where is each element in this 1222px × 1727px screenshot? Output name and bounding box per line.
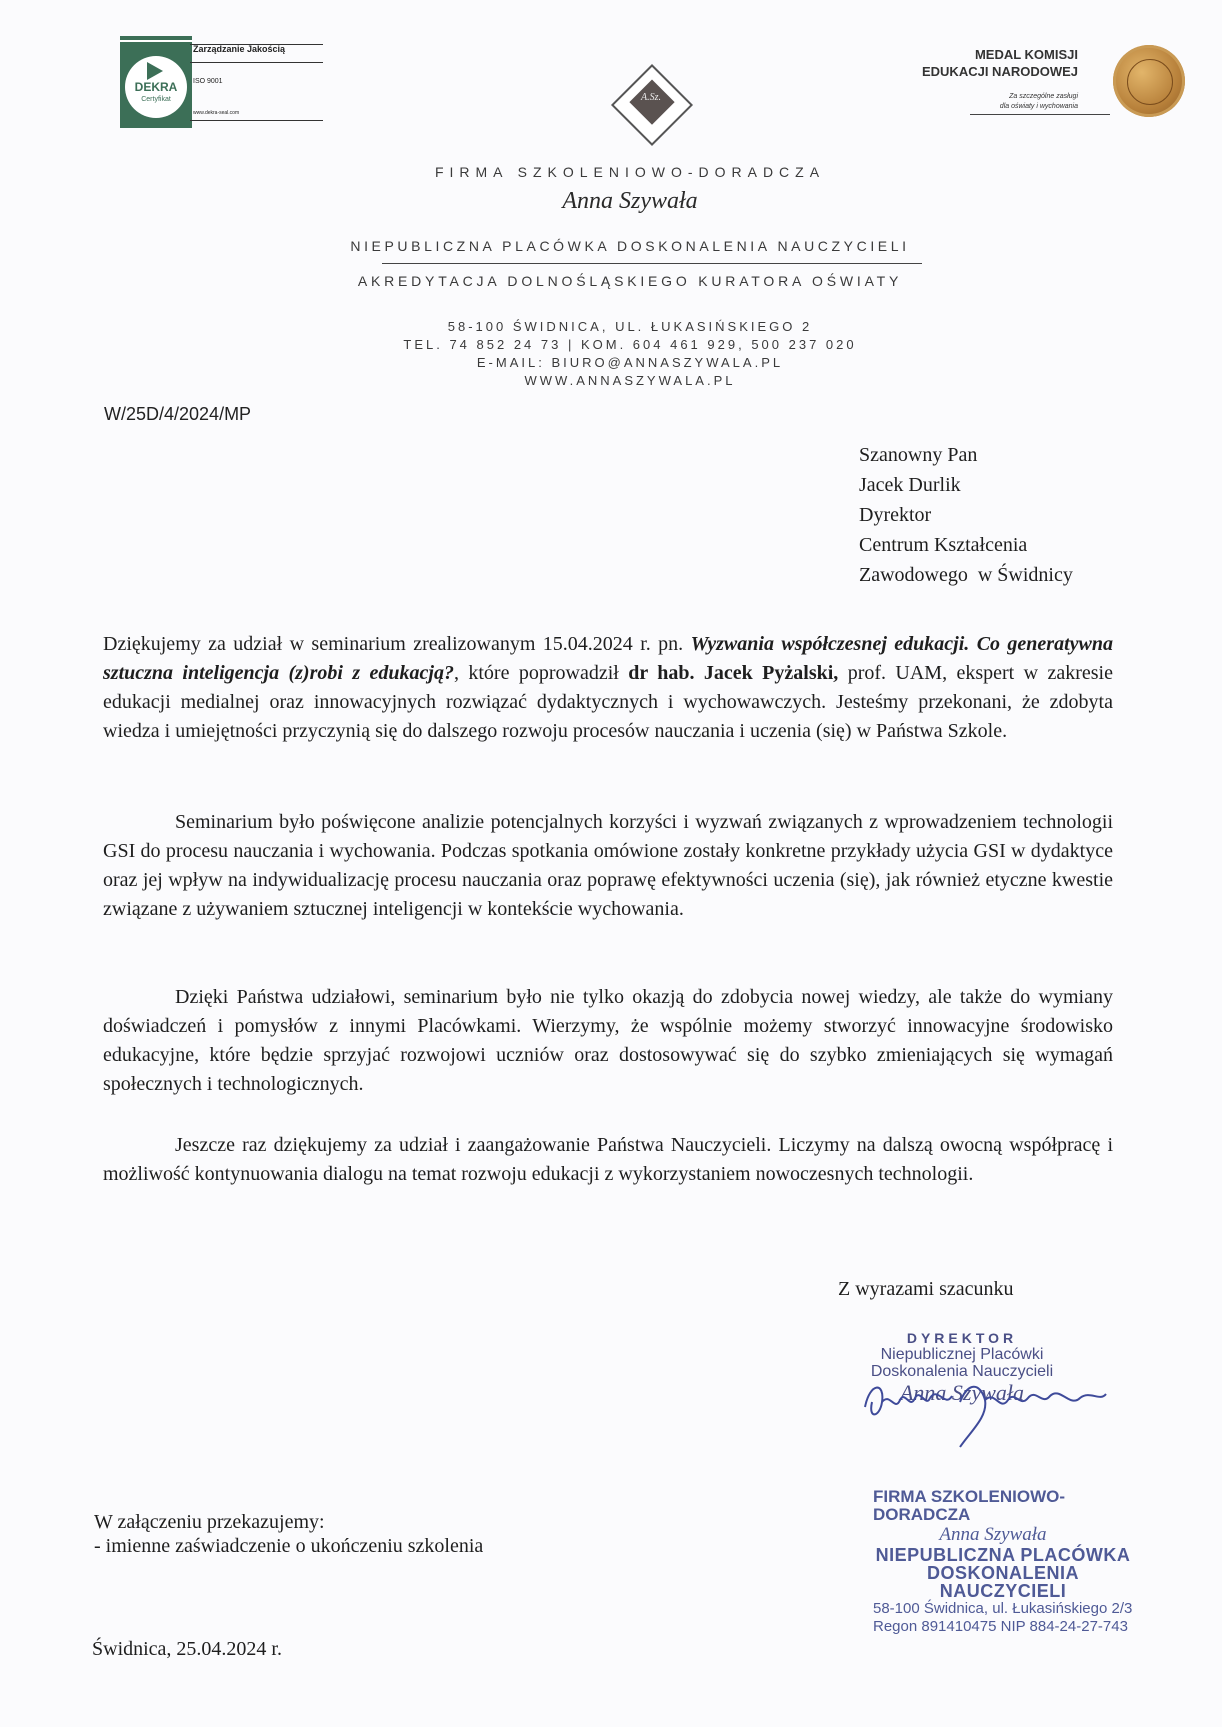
dekra-iso: ISO 9001 <box>193 78 223 85</box>
dekra-name: DEKRA <box>134 80 178 94</box>
medal-title-line1: MEDAL KOMISJI <box>974 47 1078 62</box>
stamp-director-line1: Niepublicznej Placówki <box>880 1346 1044 1363</box>
recipient-line: Dyrektor <box>859 504 932 526</box>
stamp-firm-line2: Anna Szywała <box>939 1524 1047 1545</box>
medal-title-line2: EDUKACJI NARODOWEJ <box>921 64 1078 79</box>
recipient-line: Centrum Kształcenia <box>859 534 1028 556</box>
stamp-firm-line6: Regon 891410475 NIP 884-24-27-743 <box>873 1618 1128 1635</box>
dekra-rule-bottom <box>190 120 323 121</box>
accreditation: AKREDYTACJA DOLNOŚLĄSKIEGO KURATORA OŚWIATY <box>357 273 903 289</box>
owner-signature: Anna Szywała <box>562 188 698 214</box>
stamp-firm-line1: FIRMA SZKOLENIOWO-DORADCZA <box>873 1487 1066 1524</box>
place-date: Świdnica, 25.04.2024 r. <box>92 1638 282 1660</box>
closing: Z wyrazami szacunku <box>838 1278 1014 1300</box>
header-divider <box>382 263 922 264</box>
p1-text-b: , które poprowadził <box>453 662 629 684</box>
stamp-firm-line4: DOSKONALENIA NAUCZYCIELI <box>926 1563 1079 1601</box>
reference-number: W/25D/4/2024/MP <box>104 404 252 424</box>
medal-coin-icon <box>1113 45 1185 117</box>
dekra-arrow-icon <box>147 62 163 80</box>
stamp-director-name: Anna Szywała <box>899 1380 1025 1405</box>
website: WWW.ANNASZYWALA.PL <box>524 373 736 388</box>
medal-rule <box>970 114 1110 115</box>
paragraph-2: Seminarium było poświęcone analizie potencjalnych korzyści i wyzwań związanych z wprowadzeniem technologii GSI do procesu nauczania i wychowania. Podczas spotkania omówione zostały konkretne przykłady użycia GSI w dydaktyce oraz jej wpływ na indywidualizację procesu nauczania oraz poprawę efektywności uczenia (się), jak również etyczne kwestie związane z używaniem sztucznej inteligencji w kontekście wychowania. <box>103 811 1113 920</box>
handwritten-signature <box>860 1372 1110 1452</box>
dekra-logo <box>120 36 192 128</box>
recipient-block <box>859 440 1073 590</box>
dekra-emblem <box>125 56 187 118</box>
p1-text-c: prof. UAM, ekspert w zakresie edukacji medialnej oraz innowacyjnych rozwiązać dydaktycznych i wychowawczych. Jesteśmy przekonani, że zdobyta wiedza i umiejętności przyczynią się do dalszego rozwoju procesów nauczania i uczenia (się) w Państwa Szkole. <box>103 662 1113 742</box>
paragraph-1 <box>103 630 1113 746</box>
firm-stamp <box>873 1488 1153 1636</box>
diamond-emblem <box>611 64 693 146</box>
attachment-heading: W załączeniu przekazujemy: <box>94 1511 325 1533</box>
paragraph-3: Dzięki Państwa udziałowi, seminarium było nie tylko okazją do zdobycia nowej wiedzy, ale także do wymiany doświadczeń i pomysłów z innymi Placówkami. Wierzymy, że wspólnie możemy stworzyć innowacyjne środowisko edukacyjne, które będzie sprzyjać rozwojowi uczniów oraz dostosowywać się do szybko zmieniających się wymagań społecznych i technologicznych. <box>103 986 1113 1095</box>
recipient-line: Jacek Durlik <box>859 474 961 496</box>
medal-title <box>778 46 1078 80</box>
recipient-line: Zawodowego w Świdnicy <box>859 564 1073 586</box>
stamp-firm-line5: 58-100 Świdnica, ul. Łukasińskiego 2/3 <box>873 1600 1133 1617</box>
dekra-url: www.dekra-seal.com <box>193 110 240 116</box>
stamp-firm-line3: NIEPUBLICZNA PLACÓWKA <box>875 1545 1131 1565</box>
emblem-initials: A.Sz. <box>641 92 661 103</box>
dekra-title: Zarządzanie Jakością <box>193 44 286 54</box>
phone: TEL. 74 852 24 73 | KOM. 604 461 929, 500 237 020 <box>403 337 857 352</box>
firm-name: FIRMA SZKOLENIOWO-DORADCZA <box>434 164 826 180</box>
attachment-item: - imienne zaświadczenie o ukończeniu szkolenia <box>94 1535 484 1557</box>
email: E-MAIL: BIURO@ANNASZYWALA.PL <box>476 355 784 370</box>
stamp-director-line2: Doskonalenia Nauczycieli <box>870 1363 1054 1380</box>
address: 58-100 ŚWIDNICA, UL. ŁUKASIŃSKIEGO 2 <box>447 319 813 334</box>
dekra-rule-mid <box>190 62 323 63</box>
stamp-director-title: DYREKTOR <box>906 1330 1018 1346</box>
medal-sub-line2: dla oświaty i wychowania <box>999 103 1078 110</box>
dekra-sub: Certyfikat <box>141 96 171 103</box>
speaker-name: dr hab. Jacek Pyżalski, <box>628 662 839 684</box>
attachments <box>94 1510 483 1558</box>
medal-sub-line1: Za szczególne zasługi <box>1009 93 1078 100</box>
p1-text-a: Dziękujemy za udział w seminarium zrealizowanym 15.04.2024 r. pn. <box>103 633 691 655</box>
recipient-line: Szanowny Pan <box>859 444 978 466</box>
medal-subtitle <box>778 92 1078 112</box>
institution-name: NIEPUBLICZNA PLACÓWKA DOSKONALENIA NAUCZYCIELI <box>350 238 910 254</box>
seminar-title: Wyzwania współczesnej edukacji. Co generatywna sztuczna inteligencja (z)robi z edukacją? <box>103 633 1113 684</box>
paragraph-4: Jeszcze raz dziękujemy za udział i zaangażowanie Państwa Nauczycieli. Liczymy na dalszą owocną współpracę i możliwość kontynuowania dialogu na temat rozwoju edukacji z wykorzystaniem nowoczesnych technologii. <box>103 1134 1113 1185</box>
